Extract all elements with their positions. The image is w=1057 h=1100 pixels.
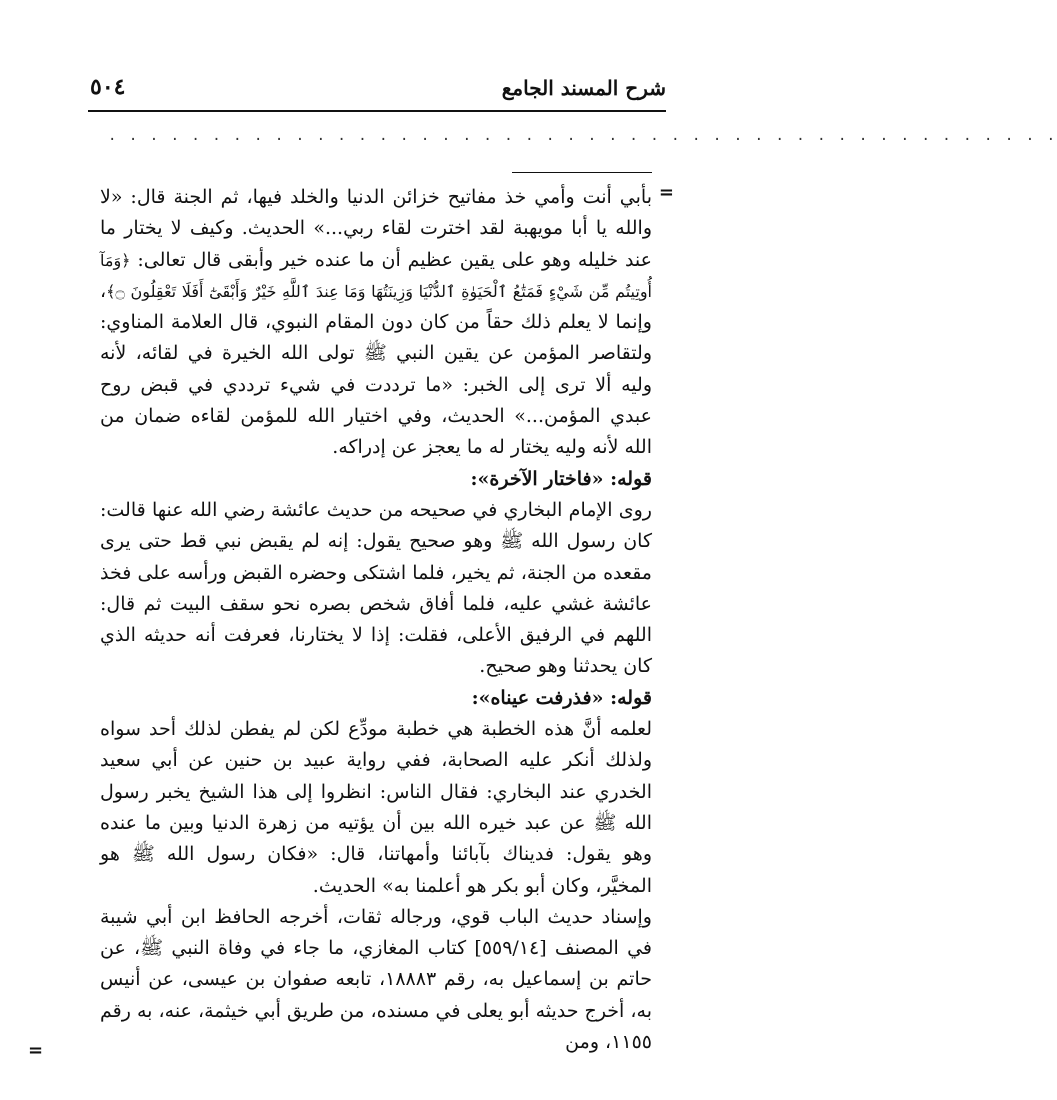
paragraph-1-start: بأبي أنت وأمي خذ مفاتيح خزائن الدنيا والخلد فيها، ثم الجنة قال: «لا والله يا أبا مويهبة لقد اخترت لقاء ربي...» الحديث. وكيف لا يختار ما عند خليله وهو على يقين عظيم أن ما عنده خير وأبقى قال تعالى: bbox=[100, 186, 652, 271]
footer-continuation-mark: = bbox=[28, 1040, 44, 1061]
paragraph-1-end: ، وإنما لا يعلم ذلك حقاً من كان دون المقام النبوي، قال العلامة المناوي: ولتقاصر المؤمن عن يقين النبي ﷺ تولى الله الخيرة في لقائه، لأنه وليه ألا ترى إلى الخبر: «ما ترددت في شيء ترددي في قبض روح عبدي المؤمن...» الحديث، وفي اختيار الله للمؤمن لقاءه ضمان من الله لأنه وليه يختار له ما يعجز عن إدراكه. bbox=[100, 279, 652, 459]
dotted-divider: . . . . . . . . . . . . . . . . . . . . . . . . . . . . . . . . . . . . . . . . . . . . . . bbox=[108, 128, 1057, 144]
section-rule bbox=[512, 172, 652, 173]
main-text bbox=[100, 182, 652, 1058]
paragraph-2: روى الإمام البخاري في صحيحه من حديث عائشة رضي الله عنها قالت: كان رسول الله ﷺ وهو صحيح يقول: إنه لم يقبض نبي قط حتى يرى مقعده من الجنة، ثم يخير، فلما اشتكى وحضره القبض ورأسه على فخذ عائشة غشي عليه، فلما أفاق شخص بصره نحو سقف البيت ثم قال: اللهم في الرفيق الأعلى، فقلت: إذا لا يختارنا، فعرفت أنه حديثه الذي كان يحدثنا وهو صحيح. bbox=[100, 498, 652, 678]
section-heading-choice: قوله: «فاختار الآخرة»: bbox=[470, 467, 652, 490]
paragraph-4: وإسناد حديث الباب قوي، ورجاله ثقات، أخرجه الحافظ ابن أبي شيبة في المصنف [٥٥٩/١٤] كتاب المغازي، ما جاء في وفاة النبي ﷺ، عن حاتم بن إسماعيل به، رقم ١٨٨٨٣، تابعه صفوان بن عيسى، عن أنيس به، أخرج حديثه أبو يعلى في مسنده، من طريق أبي خيثمة، عنه، به رقم ١١٥٥، ومن bbox=[100, 905, 652, 1054]
paragraph-1 bbox=[100, 182, 652, 464]
continuation-mark: = bbox=[658, 182, 674, 203]
paragraph-3: لعلمه أنَّ هذه الخطبة هي خطبة مودِّع لكن لم يفطن لذلك أحد سواه ولذلك أنكر عليه الصحابة، ففي رواية عبيد بن حنين عن أبي سعيد الخدري عند البخاري: فقال الناس: انظروا إلى هذا الشيخ يخبر رسول الله ﷺ عن عبد خيره الله بين أن يؤتيه من زهرة الدنيا وبين ما عنده وهو يقول: فديناك بآبائنا وأمهاتنا، قال: «فكان رسول الله ﷺ هو المخيَّر، وكان أبو بكر هو أعلمنا به» الحديث. bbox=[100, 718, 652, 897]
section-heading-tears: قوله: «فذرفت عيناه»: bbox=[471, 686, 652, 709]
quran-verse: ﴿وَمَآ أُوتِيتُم مِّن شَيْءٍ فَمَتَٰعُ ٱلْحَيَوٰةِ ٱلدُّنْيَا وَزِينَتُهَا وَمَا عِندَ ٱللَّهِ خَيْرٌ وَأَبْقَىٰٓ أَفَلَا تَعْقِلُونَ ۝﴾ bbox=[100, 250, 652, 301]
header-rule bbox=[88, 110, 666, 112]
running-title: شرح المسند الجامع bbox=[501, 76, 666, 100]
page-number: ٥٠٤ bbox=[90, 74, 126, 100]
